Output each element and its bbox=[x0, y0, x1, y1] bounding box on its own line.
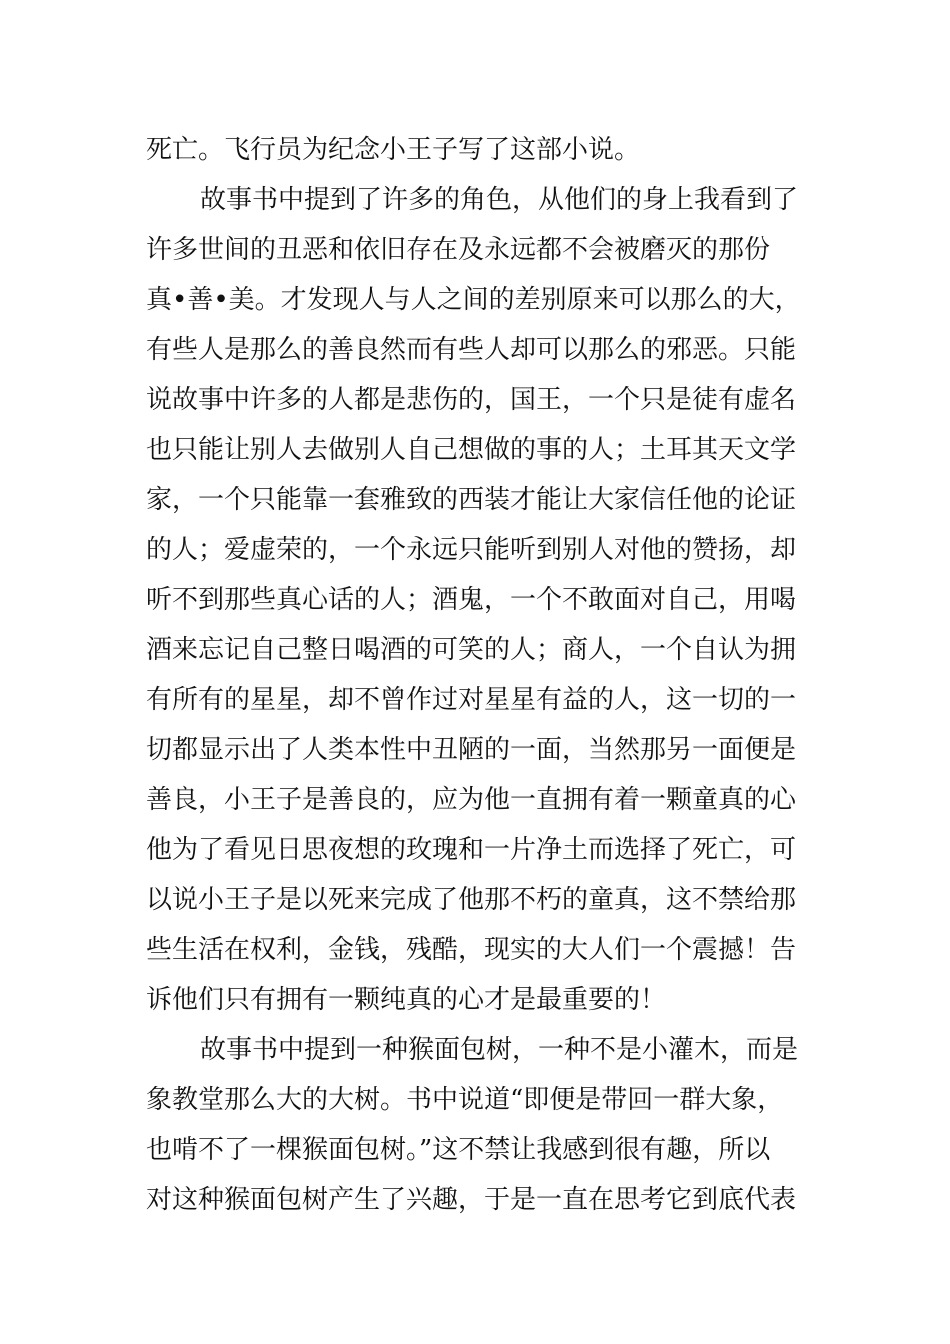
text-line: 以说小王子是以死来完成了他那不朽的童真，这不禁给那 bbox=[146, 885, 797, 915]
text-line: 对这种猴面包树产生了兴趣，于是一直在思考它到底代表 bbox=[146, 1185, 797, 1215]
text-line: 家，一个只能靠一套雅致的西装才能让大家信任他的论证 bbox=[146, 485, 797, 515]
text-line: 切都显示出了人类本性中丑陋的一面，当然那另一面便是 bbox=[146, 735, 797, 765]
text-line: 诉他们只有拥有一颗纯真的心才是最重要的！ bbox=[146, 985, 667, 1015]
text-line: 也啃不了一棵猴面包树。”这不禁让我感到很有趣，所以 bbox=[146, 1135, 771, 1165]
text-line: 真•善•美。才发现人与人之间的差别原来可以那么的大， bbox=[146, 285, 801, 315]
text-line: 也只能让别人去做别人自己想做的事的人；土耳其天文学 bbox=[146, 435, 797, 465]
text-line: 他为了看见日思夜想的玫瑰和一片净土而选择了死亡，可 bbox=[146, 835, 797, 865]
paragraph-first-line: 故事书中提到了许多的角色，从他们的身上我看到了 bbox=[200, 185, 799, 215]
text-line: 许多世间的丑恶和依旧存在及永远都不会被磨灭的那份 bbox=[146, 235, 771, 265]
text-line: 象教堂那么大的大树。书中说道“即便是带回一群大象， bbox=[146, 1085, 784, 1115]
text-line: 些生活在权利，金钱，残酷，现实的大人们一个震撼！告 bbox=[146, 935, 797, 965]
text-line: 善良，小王子是善良的，应为他一直拥有着一颗童真的心 bbox=[146, 785, 797, 815]
text-line: 死亡。飞行员为纪念小王子写了这部小说。 bbox=[146, 135, 641, 165]
text-line: 的人；爱虚荣的，一个永远只能听到别人对他的赞扬，却 bbox=[146, 535, 797, 565]
paragraph-first-line: 故事书中提到一种猴面包树，一种不是小灌木，而是 bbox=[200, 1035, 799, 1065]
text-line: 酒来忘记自己整日喝酒的可笑的人；商人，一个自认为拥 bbox=[146, 635, 797, 665]
text-line: 有些人是那么的善良然而有些人却可以那么的邪恶。只能 bbox=[146, 335, 797, 365]
text-line: 有所有的星星，却不曾作过对星星有益的人，这一切的一 bbox=[146, 685, 797, 715]
text-line: 说故事中许多的人都是悲伤的，国王，一个只是徒有虚名 bbox=[146, 385, 797, 415]
text-line: 听不到那些真心话的人；酒鬼，一个不敢面对自己，用喝 bbox=[146, 585, 797, 615]
